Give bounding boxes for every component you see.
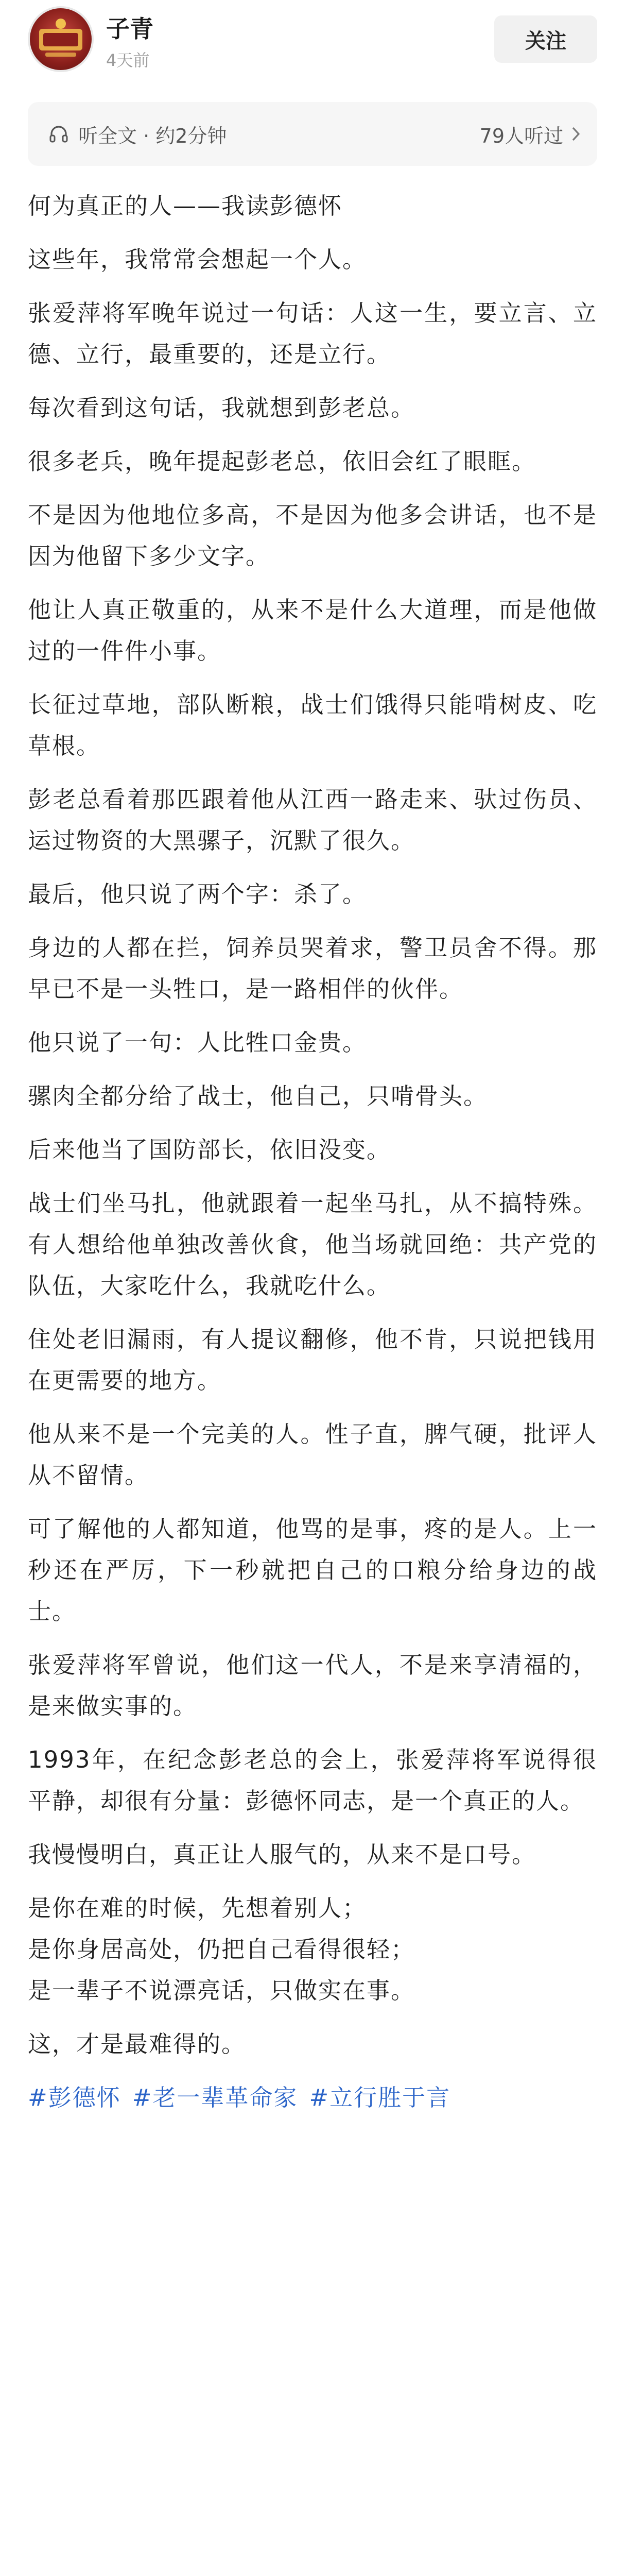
author-name[interactable]: 子青 — [106, 15, 153, 43]
listen-label: 听全文 · 约2分钟 — [78, 124, 227, 147]
paragraph: 这，才是最难得的。 — [28, 2030, 246, 2058]
article-body — [28, 185, 597, 2119]
post-time: 4天前 — [106, 50, 150, 70]
paragraph: 可了解他的人都知道，他骂的是事，疼的是人。上一秒还在严厉，下一秒就把自己的口粮分给身边的战士。 — [28, 1515, 597, 1625]
avatar-emblem-icon — [30, 8, 92, 70]
paragraph: 不是因为他地位多高，不是因为他多会讲话，也不是因为他留下多少文字。 — [28, 501, 597, 570]
paragraph: 这些年，我常常会想起一个人。 — [28, 246, 367, 273]
hashtag-link[interactable]: #立行胜于言 — [309, 2084, 451, 2111]
paragraph: 骡肉全都分给了战士，他自己，只啃骨头。 — [28, 1082, 488, 1110]
paragraph: 最后，他只说了两个字：杀了。 — [28, 880, 367, 908]
listen-full-text-bar[interactable] — [28, 102, 597, 166]
paragraph: 他只说了一句：人比牲口金贵。 — [28, 1029, 367, 1056]
paragraph: 彭老总看着那匹跟着他从江西一路走来、驮过伤员、运过物资的大黑骡子，沉默了很久。 — [28, 786, 597, 854]
paragraph: 张爱萍将军晚年说过一句话：人这一生，要立言、立德、立行，最重要的，还是立行。 — [28, 299, 597, 368]
paragraph: 每次看到这句话，我就想到彭老总。 — [28, 394, 415, 421]
paragraph: 长征过草地，部队断粮，战士们饿得只能啃树皮、吃草根。 — [28, 691, 597, 759]
paragraph: 住处老旧漏雨，有人提议翻修，他不肯，只说把钱用在更需要的地方。 — [28, 1326, 597, 1394]
hashtag-link[interactable]: #彭德怀 — [28, 2084, 121, 2111]
paragraph: 我慢慢明白，真正让人服气的，从来不是口号。 — [28, 1841, 536, 1868]
avatar[interactable] — [28, 6, 94, 72]
listen-count: 79人听过 — [479, 124, 563, 147]
article-title: 何为真正的人——我读彭德怀 — [28, 192, 343, 219]
chevron-right-icon — [570, 125, 582, 143]
paragraph: 他让人真正敬重的，从来不是什么大道理，而是他做过的一件件小事。 — [28, 596, 597, 665]
post-header — [0, 0, 625, 103]
follow-button[interactable]: 关注 — [494, 15, 597, 63]
paragraph: 他从来不是一个完美的人。性子直，脾气硬，批评人从不留情。 — [28, 1420, 597, 1489]
hashtag-link[interactable]: #老一辈革命家 — [132, 2084, 298, 2111]
paragraph: 是你在难的时候，先想着别人； 是你身居高处，仍把自己看得很轻； 是一辈子不说漂亮话，只做实在事。 — [28, 1894, 415, 2004]
paragraph: 1993年，在纪念彭老总的会上，张爱萍将军说得很平静，却很有分量：彭德怀同志，是一个真正的人。 — [28, 1746, 597, 1815]
paragraph: 身边的人都在拦，饲养员哭着求，警卫员舍不得。那早已不是一头牲口，是一路相伴的伙伴。 — [28, 934, 597, 1003]
hashtag-list — [28, 2077, 597, 2119]
headphones-icon — [48, 124, 69, 144]
paragraph: 很多老兵，晚年提起彭老总，依旧会红了眼眶。 — [28, 448, 536, 475]
paragraph: 后来他当了国防部长，依旧没变。 — [28, 1136, 391, 1163]
paragraph: 张爱萍将军曾说，他们这一代人，不是来享清福的，是来做实事的。 — [28, 1651, 597, 1720]
paragraph: 战士们坐马扎，他就跟着一起坐马扎，从不搞特殊。有人想给他单独改善伙食，他当场就回绝：共产党的队伍，大家吃什么，我就吃什么。 — [28, 1190, 597, 1299]
